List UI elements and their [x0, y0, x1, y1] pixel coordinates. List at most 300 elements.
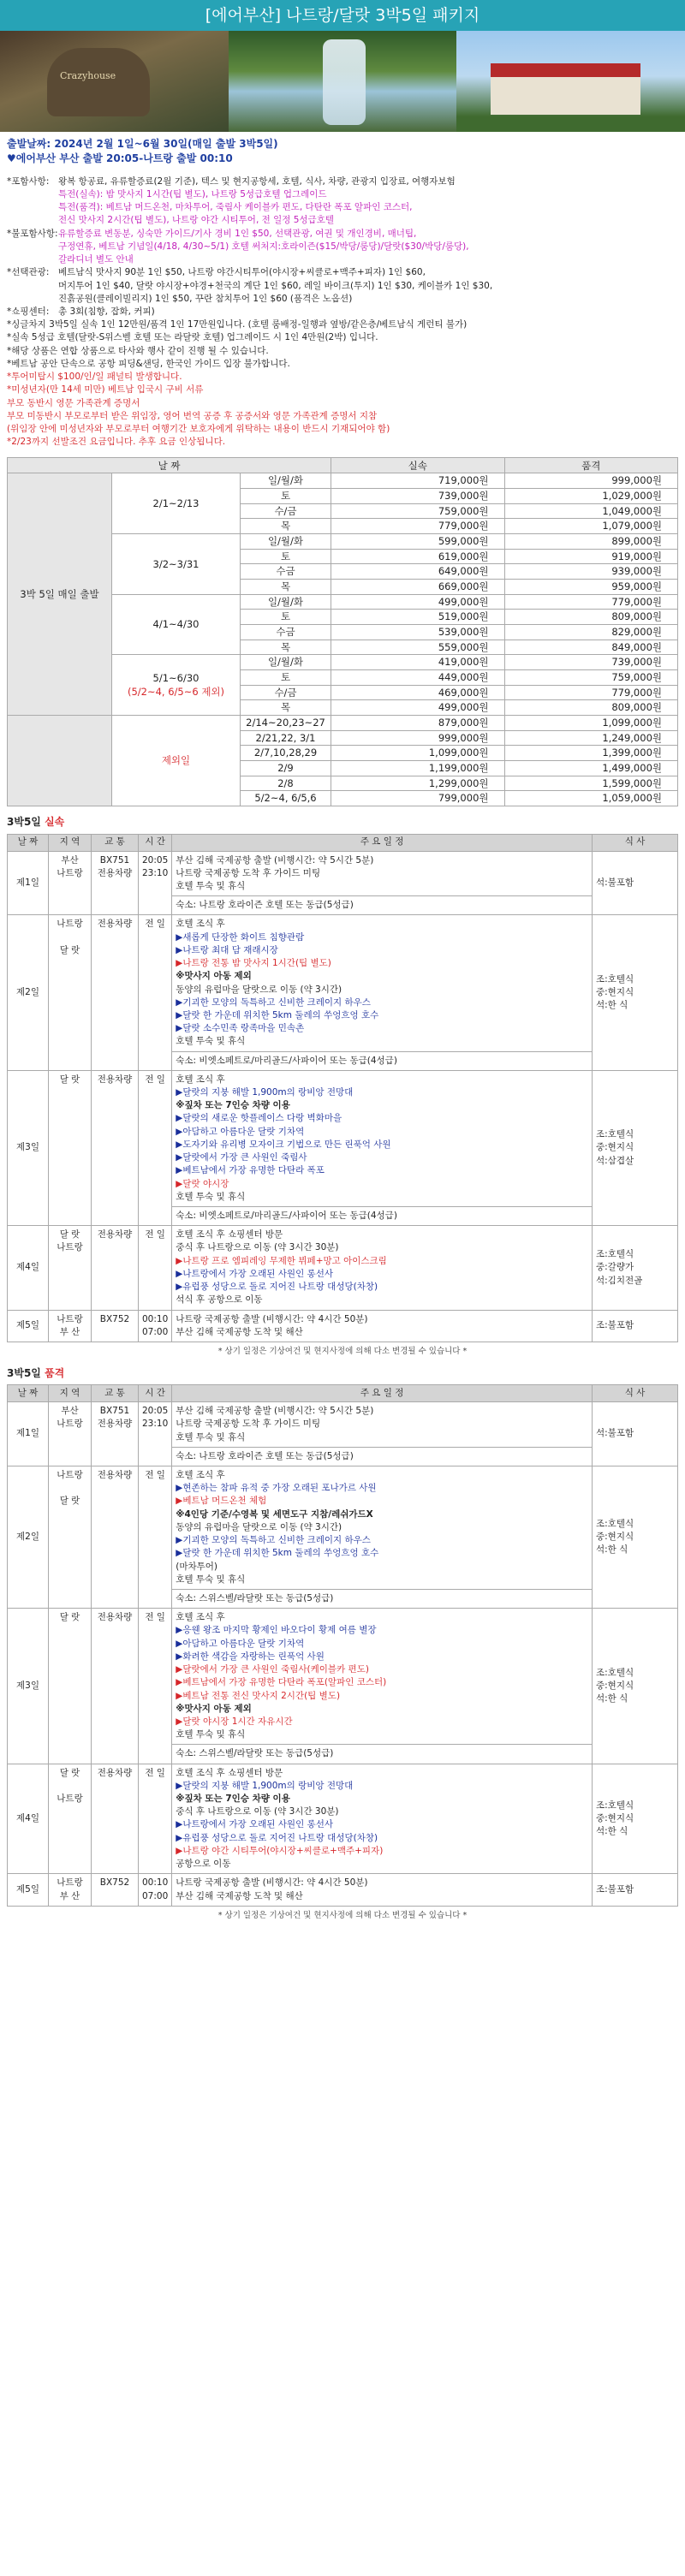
premium-price: 739,000원 [504, 655, 678, 670]
region-line [52, 1482, 87, 1495]
schedule-row [8, 1310, 678, 1342]
plan-line: ▶달랏 한 가운데 위치한 5km 둘레의 쑤엉흐엉 호수 [176, 1009, 379, 1020]
day-label: 제4일 [8, 1764, 49, 1874]
plan-cell [172, 1226, 593, 1310]
transport-cell [92, 915, 139, 1070]
plan-line: ▶응웬 왕조 마지막 황제인 바오다이 황제 여름 별장 [176, 1625, 377, 1636]
note-text [58, 266, 678, 306]
plan-cell [172, 1402, 593, 1448]
premium-price: 1,079,000원 [504, 519, 678, 534]
note-line: 왕복 항공료, 유류할증료(2월 기준), 텍스 및 현지공항세, 호텔, 식사, 차량, 관광지 입장료, 여행자보험 [58, 176, 456, 187]
plan-line: ▶기괴한 모양의 독특하고 신비한 크레이지 하우스 [176, 1535, 371, 1546]
group-label: 3박 5일 매일 출발 [8, 473, 112, 716]
meal-cell [593, 1070, 678, 1225]
plan-line: 부산 김해 국제공항 도착 및 해산 [176, 1890, 303, 1901]
except-label: 제외일 [112, 716, 241, 806]
day-cell: 수/금 [241, 503, 331, 519]
basic-price: 739,000원 [331, 489, 505, 504]
plan-line: ▶베트남에서 가장 유명한 다탄라 폭포 [176, 1165, 325, 1176]
premium-price: 829,000원 [504, 625, 678, 640]
stay-cell: 숙소: 스위스벨/라달랏 또는 동급(5성급) [172, 1745, 593, 1764]
meal-cell [593, 1226, 678, 1310]
except-day: 2/7,10,28,29 [241, 746, 331, 761]
day-cell: 일/월/화 [241, 655, 331, 670]
price-body [8, 473, 678, 806]
basic-footnote: * 상기 일정은 기상여건 및 현지사정에 의해 다소 변경될 수 있습니다 * [217, 1346, 468, 1356]
transport-cell [92, 1466, 139, 1609]
meal-line: 중:현지식 [596, 1680, 634, 1691]
basic-schedule-body [8, 851, 678, 1342]
waterfall [323, 39, 366, 125]
price-table [7, 457, 678, 806]
day-label: 제2일 [8, 1466, 49, 1609]
note-line: *베트남 공안 단속으로 공항 피딩&샌딩, 한국인 가이드 입장 불가합니다. [7, 358, 290, 369]
time-cell [139, 851, 172, 915]
plan-line: ▶달랏의 지붕 해발 1,900m의 랑비앙 전망대 [176, 1087, 354, 1098]
meal-cell [593, 1310, 678, 1342]
plan-line: 나트랑 국제공항 출발 (비행시간: 약 4시간 50분) [176, 1877, 368, 1889]
basic-price: 419,000원 [331, 655, 505, 670]
plan-line: ▶현존하는 참파 유적 중 가장 오래된 포나가르 사원 [176, 1483, 377, 1494]
region-cell [49, 1310, 92, 1342]
warning-line: *2/23까지 선발조건 요금입니다. 추후 요금 인상됩니다. [7, 437, 226, 448]
time-line: 전 일 [145, 1229, 165, 1240]
day-cell: 토 [241, 549, 331, 564]
time-cell [139, 1764, 172, 1874]
premium-schedule-table [7, 1384, 678, 1907]
day-label: 제1일 [8, 851, 49, 915]
schedule-row [8, 915, 678, 1051]
premium-price: 809,000원 [504, 610, 678, 625]
note-line: 특전(품격): 베트남 머드온천, 마차투어, 죽림사 케이블카 편도, 다탄란 폭포 알파인 코스터, [58, 202, 413, 213]
plan-line: ▶나트랑 프로 엠피레잉 무제한 뷔페+망고 아이스크림 [176, 1255, 387, 1266]
plan-line: ▶유럽풍 성당으로 돌로 지어진 나트랑 대성당(차창) [176, 1832, 378, 1843]
photo-strip [0, 31, 685, 132]
note-line: 베트남식 맛사지 90분 1인 $50, 나트랑 야간시티투어(야시장+씨클로+맥주+피자) 1인 $60, [58, 267, 426, 278]
day-cell: 일/월/화 [241, 473, 331, 489]
plan-line: ▶나트랑 야간 시티투어(야시장+씨클로+맥주+피자) [176, 1845, 384, 1856]
transport-cell [92, 1874, 139, 1906]
plan-line: 부산 김해 국제공항 출발 (비행시간: 약 5시간 5분) [176, 854, 374, 866]
blank-cell [8, 716, 112, 806]
note-row [7, 228, 678, 267]
region-line: 달 랏 [59, 1767, 80, 1778]
premium-price: 1,499,000원 [504, 761, 678, 776]
premium-price: 1,249,000원 [504, 730, 678, 746]
premium-footnote: * 상기 일정은 기상여건 및 현지사정에 의해 다소 변경될 수 있습니다 * [217, 1910, 468, 1920]
transport-line: 전용차량 [97, 1419, 133, 1430]
region-line: 부산 [61, 1406, 79, 1417]
meal-line: 석:한 식 [596, 1693, 628, 1704]
plan-line: 호텔 조식 후 [176, 1074, 225, 1085]
schedule-header-cell: 주 요 일 정 [172, 834, 593, 851]
basic-price: 539,000원 [331, 625, 505, 640]
period-note: (5/2~4, 6/5~6 제외) [127, 686, 225, 699]
plan-line: 호텔 조식 후 쇼핑센터 방문 [176, 1229, 283, 1240]
plan-cell [172, 915, 593, 1051]
premium-section-title [0, 1361, 685, 1384]
time-line: 전 일 [145, 919, 165, 930]
price-header-basic: 실속 [331, 458, 505, 473]
basic-price: 619,000원 [331, 549, 505, 564]
region-line: 부 산 [59, 1890, 80, 1901]
note-line: 진흙공원(클레이빌리지) 1인 $50, 꾸란 참치투어 1인 $60 (품격은 노옵션) [58, 293, 353, 304]
meal-line: 석:삼겹살 [596, 1155, 634, 1166]
plan-line: ▶기괴한 모양의 독특하고 신비한 크레이지 하우스 [176, 996, 371, 1008]
departure-flight: ♥에어부산 부산 출발 20:05-나트랑 출발 00:10 [7, 152, 233, 165]
plan-line: ▶달랏에서 가장 큰 사원인 죽림사(케이블카 편도) [176, 1664, 369, 1675]
meal-line: 조:호텔식 [596, 1667, 634, 1678]
schedule-header-cell: 교 통 [92, 834, 139, 851]
time-line: 07:00 [142, 1326, 169, 1337]
period-cell [112, 655, 241, 716]
plan-line: ※짚차 또는 7인승 차량 이용 [176, 1794, 290, 1805]
plan-line: 호텔 조식 후 [176, 919, 225, 930]
schedule-header-cell: 시 간 [139, 834, 172, 851]
basic-price: 449,000원 [331, 670, 505, 686]
transport-line: 전용차량 [97, 919, 133, 930]
stay-cell: 숙소: 비엣소페트로/마리골드/사파이어 또는 동급(4성급) [172, 1207, 593, 1226]
plan-line: ▶나트랑 최대 담 재래시장 [176, 944, 278, 955]
day-label: 제2일 [8, 915, 49, 1070]
region-line: 부산 [61, 854, 79, 866]
meal-cell [593, 851, 678, 915]
transport-line: BX752 [99, 1877, 130, 1889]
plan-line: ▶달랏 야시장 1시간 자유시간 [176, 1716, 293, 1727]
time-line: 23:10 [142, 1419, 169, 1430]
meal-line: 조:불포함 [596, 1320, 634, 1331]
plan-line: ▶베트남 전통 전신 맛사지 2시간(팁 별도) [176, 1690, 341, 1701]
note-text [58, 228, 678, 267]
warning-line: 부모 미동반시 부모로부터 받은 위임장, 영어 번역 공증 후 공증서와 영문 가족관계 증명서 지참 [7, 410, 378, 421]
time-line: 전 일 [145, 1612, 165, 1623]
meal-line: 석:김치전골 [596, 1275, 643, 1286]
transport-line: 전용차량 [97, 1612, 133, 1623]
time-line: 20:05 [142, 1406, 169, 1417]
premium-price: 1,099,000원 [504, 716, 678, 731]
day-label: 제3일 [8, 1070, 49, 1225]
meal-line: 석:불포함 [596, 877, 634, 888]
day-cell: 수/금 [241, 685, 331, 700]
time-cell [139, 1466, 172, 1609]
transport-line: BX751 [99, 1406, 130, 1417]
day-cell: 수금 [241, 625, 331, 640]
day-label: 제4일 [8, 1226, 49, 1310]
note-line: 전신 맛사지 2시간(팁 별도), 나트랑 야간 시티투어, 전 일정 5성급호텔 [58, 215, 334, 226]
region-cell [49, 1402, 92, 1466]
plan-cell [172, 1310, 593, 1342]
plan-cell [172, 1466, 593, 1590]
departure-info [0, 132, 685, 170]
transport-line: 전용차량 [97, 1074, 133, 1085]
region-line: 달 랏 [59, 1612, 80, 1623]
premium-price: 779,000원 [504, 594, 678, 610]
schedule-row [8, 1609, 678, 1745]
meal-line: 조:호텔식 [596, 1129, 634, 1140]
warning-line: *미성년자(만 14세 미만) 베트남 입국시 구비 서류 [7, 384, 204, 396]
schedule-header-cell: 식 사 [593, 834, 678, 851]
transport-cell [92, 1609, 139, 1764]
time-cell [139, 915, 172, 1070]
schedule-header-cell: 날 짜 [8, 1385, 49, 1402]
plan-line: 중식 후 나트랑으로 이동 (약 3시간 30분) [176, 1806, 339, 1817]
plan-line: 나트랑 국제공항 출발 (비행시간: 약 4시간 50분) [176, 1313, 368, 1324]
plan-line: 부산 김해 국제공항 도착 및 해산 [176, 1326, 303, 1337]
region-line: 달 랏 [59, 1229, 80, 1240]
schedule-row [8, 1226, 678, 1310]
region-line: 나트랑 [57, 1877, 83, 1889]
except-row [8, 716, 678, 731]
plan-cell [172, 1070, 593, 1206]
plan-cell [172, 851, 593, 896]
period-cell [112, 534, 241, 595]
basic-price: 779,000원 [331, 519, 505, 534]
day-cell: 수금 [241, 564, 331, 580]
transport-line: BX751 [99, 854, 130, 866]
basic-price: 649,000원 [331, 564, 505, 580]
basic-price: 1,199,000원 [331, 761, 505, 776]
time-line: 전 일 [145, 1074, 165, 1085]
plan-line: 호텔 투숙 및 휴식 [176, 1574, 246, 1585]
region-line: 나트랑 [57, 1313, 83, 1324]
basic-price: 559,000원 [331, 640, 505, 655]
region-line: 부 산 [59, 1326, 80, 1337]
premium-title-text: 3박5일 [7, 1366, 41, 1379]
schedule-row [8, 1466, 678, 1590]
time-cell [139, 1070, 172, 1225]
note-line: 구정연휴, 베트남 기념일(4/18, 4/30~5/1) 호텔 써처지:호라이즌($15/박당/룸당)/달랏($30/박당/룸당), [58, 241, 469, 252]
schedule-header-cell: 주 요 일 정 [172, 1385, 593, 1402]
transport-cell [92, 1226, 139, 1310]
warning-line: (위임장 안에 미성년자와 부모로부터 여행기간 보호자에게 위탁하는 내용이 반드시 기재되어야 함) [7, 423, 390, 434]
region-line: 나트랑 [57, 1794, 83, 1805]
basic-price: 499,000원 [331, 700, 505, 716]
schedule-row [8, 1874, 678, 1906]
note-line: 특전(실속): 밤 맛사지 1시간(팁 별도), 나트랑 5성급호텔 업그레이드 [58, 189, 327, 199]
day-cell: 일/월/화 [241, 534, 331, 550]
meal-line: 석:한 식 [596, 1826, 628, 1837]
note-row [7, 176, 678, 188]
schedule-header-cell: 교 통 [92, 1385, 139, 1402]
price-header-premium: 품격 [504, 458, 678, 473]
transport-line: 전용차량 [97, 867, 133, 878]
region-cell [49, 1764, 92, 1874]
region-line: 나트랑 [57, 1419, 83, 1430]
page-title: [에어부산] 나트랑/달랏 3박5일 패키지 [0, 0, 685, 31]
day-cell: 목 [241, 580, 331, 595]
except-day: 2/8 [241, 776, 331, 791]
region-line: 달 랏 [59, 944, 80, 955]
basic-price: 1,299,000원 [331, 776, 505, 791]
plan-line: ▶달랏에서 가장 큰 사원인 죽림사 [176, 1152, 307, 1163]
plan-line: ▶화려한 색감을 자랑하는 린푹억 사원 [176, 1651, 325, 1662]
crazy-house-sign: Crazyhouse [60, 70, 116, 81]
meal-line: 조:불포함 [596, 1883, 634, 1895]
note-line: 유류할증료 변동분, 싱숙만 가이드/기사 경비 1인 $50, 선택관광, 여권 및 개인경비, 매너팁, [58, 228, 417, 239]
warning-line: *투어미탑시 $100/인/일 패널티 발생합니다. [7, 372, 182, 383]
plan-line: 호텔 조식 후 [176, 1612, 225, 1623]
premium-price: 999,000원 [504, 473, 678, 489]
time-cell [139, 1609, 172, 1764]
departure-period: 출발날짜: 2024년 2월 1일~6월 30일(매일 출발 3박5일) [7, 138, 278, 150]
premium-title-type: 품격 [45, 1366, 65, 1379]
time-cell [139, 1226, 172, 1310]
plan-line: (마차투어) [176, 1561, 218, 1572]
note-line: 갈라디너 별도 안내 [58, 254, 134, 265]
plan-line: ▶달랏의 새로운 핫플레이스 다랑 벽화마을 [176, 1113, 342, 1124]
premium-schedule-body [8, 1402, 678, 1907]
plan-line: ▶달랏의 지붕 해발 1,900m의 랑비앙 전망대 [176, 1780, 354, 1791]
plan-line: 나트랑 국제공항 도착 후 가이드 미팅 [176, 1419, 321, 1430]
time-cell [139, 1874, 172, 1906]
region-cell [49, 1874, 92, 1906]
plan-line: ▶베트남 머드온천 체험 [176, 1496, 267, 1507]
time-line: 20:05 [142, 854, 169, 866]
basic-price: 799,000원 [331, 791, 505, 806]
meal-line: 조:호텔식 [596, 973, 634, 985]
meal-line: 중:현지식 [596, 987, 634, 998]
region-cell [49, 1226, 92, 1310]
plan-line: ▶아담하고 아름다운 달랏 기차역 [176, 1126, 305, 1137]
time-line: 07:00 [142, 1890, 169, 1901]
premium-price: 809,000원 [504, 700, 678, 716]
premium-price: 779,000원 [504, 685, 678, 700]
note-text [58, 306, 678, 318]
plan-line: 호텔 투숙 및 휴식 [176, 1036, 246, 1047]
basic-price: 999,000원 [331, 730, 505, 746]
plan-line: 부산 김해 국제공항 출발 (비행시간: 약 5시간 5분) [176, 1406, 374, 1417]
plan-line: ※맛사지 아동 제외 [176, 971, 252, 982]
premium-price: 1,029,000원 [504, 489, 678, 504]
day-label: 제3일 [8, 1609, 49, 1764]
plan-cell [172, 1764, 593, 1874]
transport-line: 전용차량 [97, 1767, 133, 1778]
period-range: 5/1~6/30 [152, 671, 200, 684]
premium-price: 1,399,000원 [504, 746, 678, 761]
period-range: 2/1~2/13 [152, 497, 200, 509]
meal-line: 석:한 식 [596, 1544, 628, 1556]
plan-line: ▶새롭게 단장한 화이트 침향관람 [176, 931, 305, 943]
meal-line: 중:현지식 [596, 1812, 634, 1823]
note-text [58, 201, 678, 227]
meal-line: 중:갈량가 [596, 1262, 634, 1273]
except-day: 5/2~4, 6/5,6 [241, 791, 331, 806]
price-header-date: 날 짜 [8, 458, 331, 473]
basic-title-type: 실속 [45, 816, 65, 829]
transport-line: BX752 [99, 1313, 130, 1324]
period-range: 4/1~4/30 [152, 618, 200, 631]
schedule-header-cell: 지 역 [49, 1385, 92, 1402]
schedule-row [8, 1402, 678, 1448]
plan-line: ▶달랏 한 가운데 위치한 5km 둘레의 쑤엉흐엉 호수 [176, 1548, 379, 1559]
region-line: 나트랑 [57, 919, 83, 930]
meal-line: 중:현지식 [596, 1532, 634, 1542]
basic-price: 469,000원 [331, 685, 505, 700]
region-cell [49, 915, 92, 1070]
plan-line: ▶베트남에서 가장 유명한 다탄라 폭포(알파인 코스터) [176, 1677, 387, 1688]
premium-schedule-header [8, 1385, 678, 1402]
schedule-row [8, 851, 678, 896]
day-cell: 일/월/화 [241, 594, 331, 610]
schedule-header-cell: 지 역 [49, 834, 92, 851]
premium-price: 1,059,000원 [504, 791, 678, 806]
note-label: *선택관광: [7, 267, 50, 278]
meal-line: 석:한 식 [596, 1000, 628, 1011]
note-row [7, 306, 678, 318]
meal-cell [593, 1402, 678, 1466]
premium-price: 1,049,000원 [504, 503, 678, 519]
plan-line: 호텔 투숙 및 휴식 [176, 1431, 246, 1443]
plan-line: ※맛사지 아동 제외 [176, 1703, 252, 1714]
meal-cell [593, 1466, 678, 1609]
plan-line: 나트랑 국제공항 도착 후 가이드 미팅 [176, 867, 321, 878]
note-line: *해당 상품은 연합 상품으로 타사와 행사 같이 진행 될 수 있습니다. [7, 345, 269, 356]
waterfall-photo [229, 31, 457, 132]
region-cell [49, 1609, 92, 1764]
period-cell [112, 594, 241, 655]
train-station-photo [456, 31, 685, 132]
time-line: 00:10 [142, 1313, 169, 1324]
time-cell [139, 1402, 172, 1466]
warning-line: 부모 동반시 영문 가족관계 증명서 [7, 397, 140, 408]
premium-price: 919,000원 [504, 549, 678, 564]
premium-price: 759,000원 [504, 670, 678, 686]
schedule-row [8, 1070, 678, 1206]
note-label: *쇼핑센터: [7, 306, 50, 317]
basic-price: 499,000원 [331, 594, 505, 610]
day-cell: 토 [241, 489, 331, 504]
schedule-row [8, 1764, 678, 1874]
note-row [7, 201, 678, 227]
plan-line: 공항으로 이동 [176, 1859, 231, 1870]
plan-cell [172, 1609, 593, 1745]
price-row [8, 473, 678, 489]
plan-line: 호텔 투숙 및 휴식 [176, 1191, 246, 1202]
note-row [7, 188, 678, 201]
note-line: 머지투어 1인 $40, 달랏 야시장+야경+천국의 계단 1인 $60, 레일 바이크(투지) 1인 $30, 케이블카 1인 $30, [58, 280, 493, 291]
day-cell: 토 [241, 670, 331, 686]
plan-line: 석식 후 공항으로 이동 [176, 1294, 263, 1306]
region-line: 달 랏 [59, 1496, 80, 1507]
region-line: 달 랏 [59, 1074, 80, 1085]
plan-line: ▶나트랑에서 가장 오래된 사원인 롱선사 [176, 1819, 333, 1830]
except-day: 2/21,22, 3/1 [241, 730, 331, 746]
plan-line: 호텔 조식 후 쇼핑센터 방문 [176, 1767, 283, 1778]
day-label: 제5일 [8, 1874, 49, 1906]
meal-line: 중:현지식 [596, 1142, 634, 1153]
plan-line: ▶달랏 소수민족 랑족마을 민속촌 [176, 1023, 305, 1034]
except-day: 2/14~20,23~27 [241, 716, 331, 731]
basic-price: 669,000원 [331, 580, 505, 595]
note-label: *불포함사항: [7, 228, 58, 239]
plan-line: ▶나트랑에서 가장 오래된 사원인 롱선사 [176, 1268, 333, 1279]
plan-line: 호텔 투숙 및 휴식 [176, 1729, 246, 1740]
note-label [7, 201, 58, 227]
meal-cell [593, 1874, 678, 1906]
region-line [52, 931, 87, 944]
note-line: *실속 5성급 호텔(달랏-S위스벨 호텔 또는 라달랏 호텔) 업그레이드 시 1인 4만원(2박) 입니다. [7, 332, 378, 343]
region-cell [49, 1070, 92, 1225]
transport-line: 전용차량 [97, 1470, 133, 1481]
plan-line: ※4인당 기준/수영복 및 세면도구 지참/레쉬가드X [176, 1508, 373, 1520]
schedule-header-cell: 날 짜 [8, 834, 49, 851]
notes-section [0, 170, 685, 455]
basic-price: 759,000원 [331, 503, 505, 519]
stay-cell: 숙소: 스위스벨/라달랏 또는 동급(5성급) [172, 1589, 593, 1608]
basic-schedule-header [8, 834, 678, 851]
stay-cell: 숙소: 나트랑 호라이즌 호텔 또는 동급(5성급) [172, 1447, 593, 1466]
time-line: 00:10 [142, 1877, 169, 1889]
